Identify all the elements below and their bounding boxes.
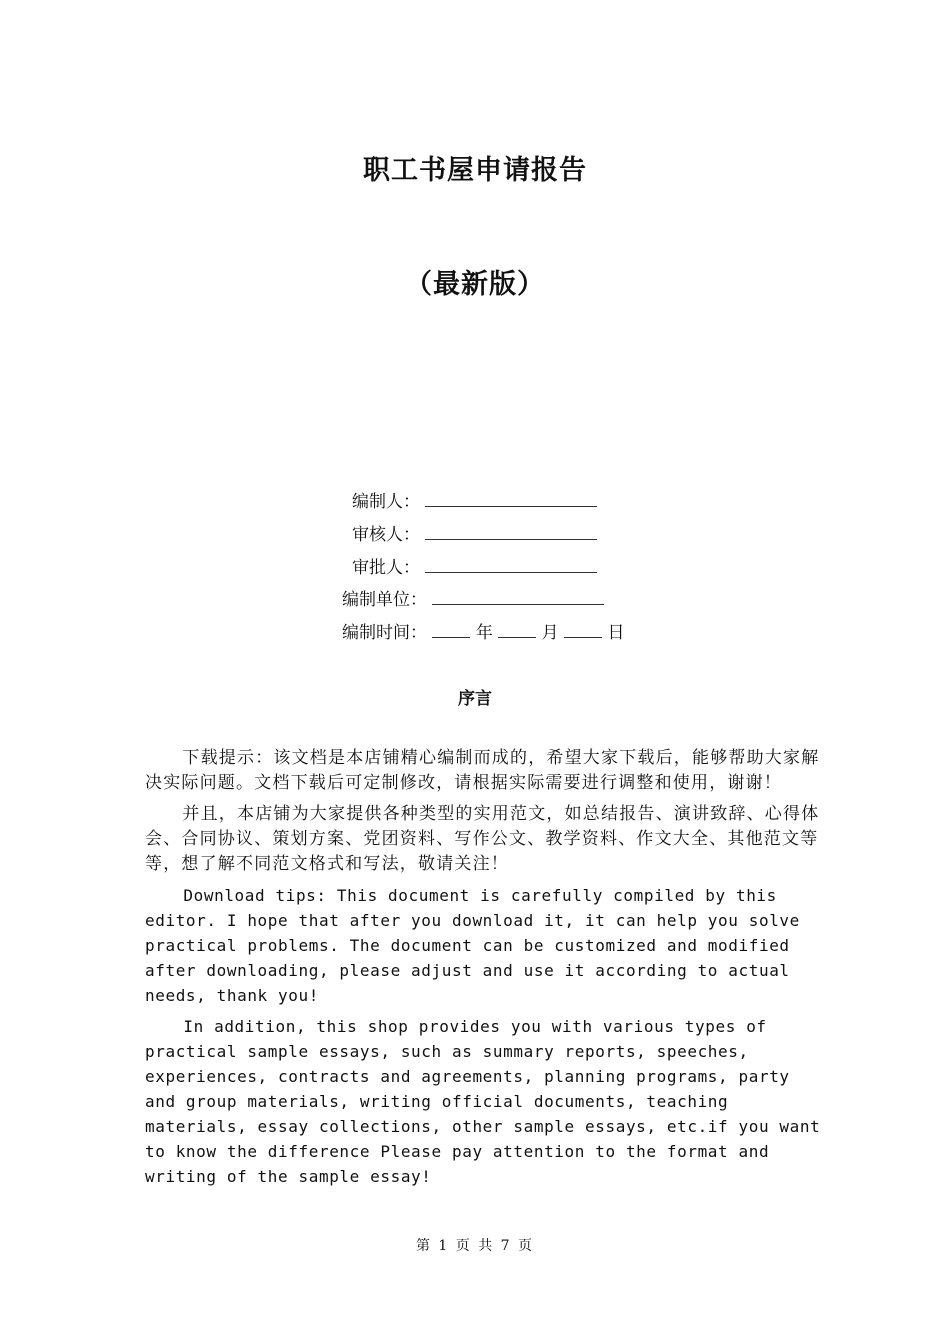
form-row-compiler <box>352 488 597 514</box>
form-line-unit <box>432 586 604 605</box>
form-label-approver: 审批人： <box>352 558 420 578</box>
form-row-unit <box>342 586 604 612</box>
form-line-approver <box>425 554 597 573</box>
date-blank-day <box>564 619 602 638</box>
date-month-label: 月 <box>541 623 559 643</box>
form-label-compiler: 编制人： <box>352 492 420 512</box>
form-row-approver <box>352 554 597 580</box>
preface-paragraph-shop-intro-cn: 并且，本店铺为大家提供各种类型的实用范文，如总结报告、演讲致辞、心得体会、合同协议、策划方案、党团资料、写作公文、教学资料、作文大全、其他范文等等，想了解不同范文格式和写法，敬请关注！ <box>145 804 820 874</box>
form-label-reviewer: 审核人： <box>352 525 420 545</box>
form-label-unit: 编制单位： <box>342 590 427 610</box>
date-blank-year <box>432 619 470 638</box>
preface-heading: 序言 <box>458 689 492 709</box>
form-line-compiler <box>425 488 597 507</box>
document-title: 职工书屋申请报告 <box>363 155 587 186</box>
date-year-label: 年 <box>475 623 493 643</box>
form-label-date: 编制时间： <box>342 623 427 643</box>
page-number-footer: 第 1 页 共 7 页 <box>415 1238 535 1254</box>
preface-paragraph-download-tip-en: Download tips: This document is carefully compiled by this editor. I hope that after you download it, it can help you solve practical problems. The document can be customized and modified after downloading, please adjust and use it according to actual needs, thank you! <box>145 886 800 1005</box>
preface-paragraph-download-tip-cn: 下载提示：该文档是本店铺精心编制而成的，希望大家下载后，能够帮助大家解决实际问题。文档下载后可定制修改，请根据实际需要进行调整和使用，谢谢！ <box>145 748 820 793</box>
form-row-reviewer <box>352 521 597 547</box>
date-blank-month <box>498 619 536 638</box>
form-line-reviewer <box>425 521 597 540</box>
preface-body <box>145 746 825 1195</box>
date-day-label: 日 <box>607 623 625 643</box>
preface-paragraph-shop-intro-en: In addition, this shop provides you with various types of practical sample essays, such as summary reports, speeches, experiences, contracts and agreements, planning programs, party and group materials, writing official documents, teaching materials, essay collections, other sample essays, etc.if you want to know the difference Please pay attention to the format and writing of the sample essay! <box>145 1017 821 1186</box>
form-row-date <box>342 619 624 645</box>
document-subtitle: （最新版） <box>405 269 545 300</box>
